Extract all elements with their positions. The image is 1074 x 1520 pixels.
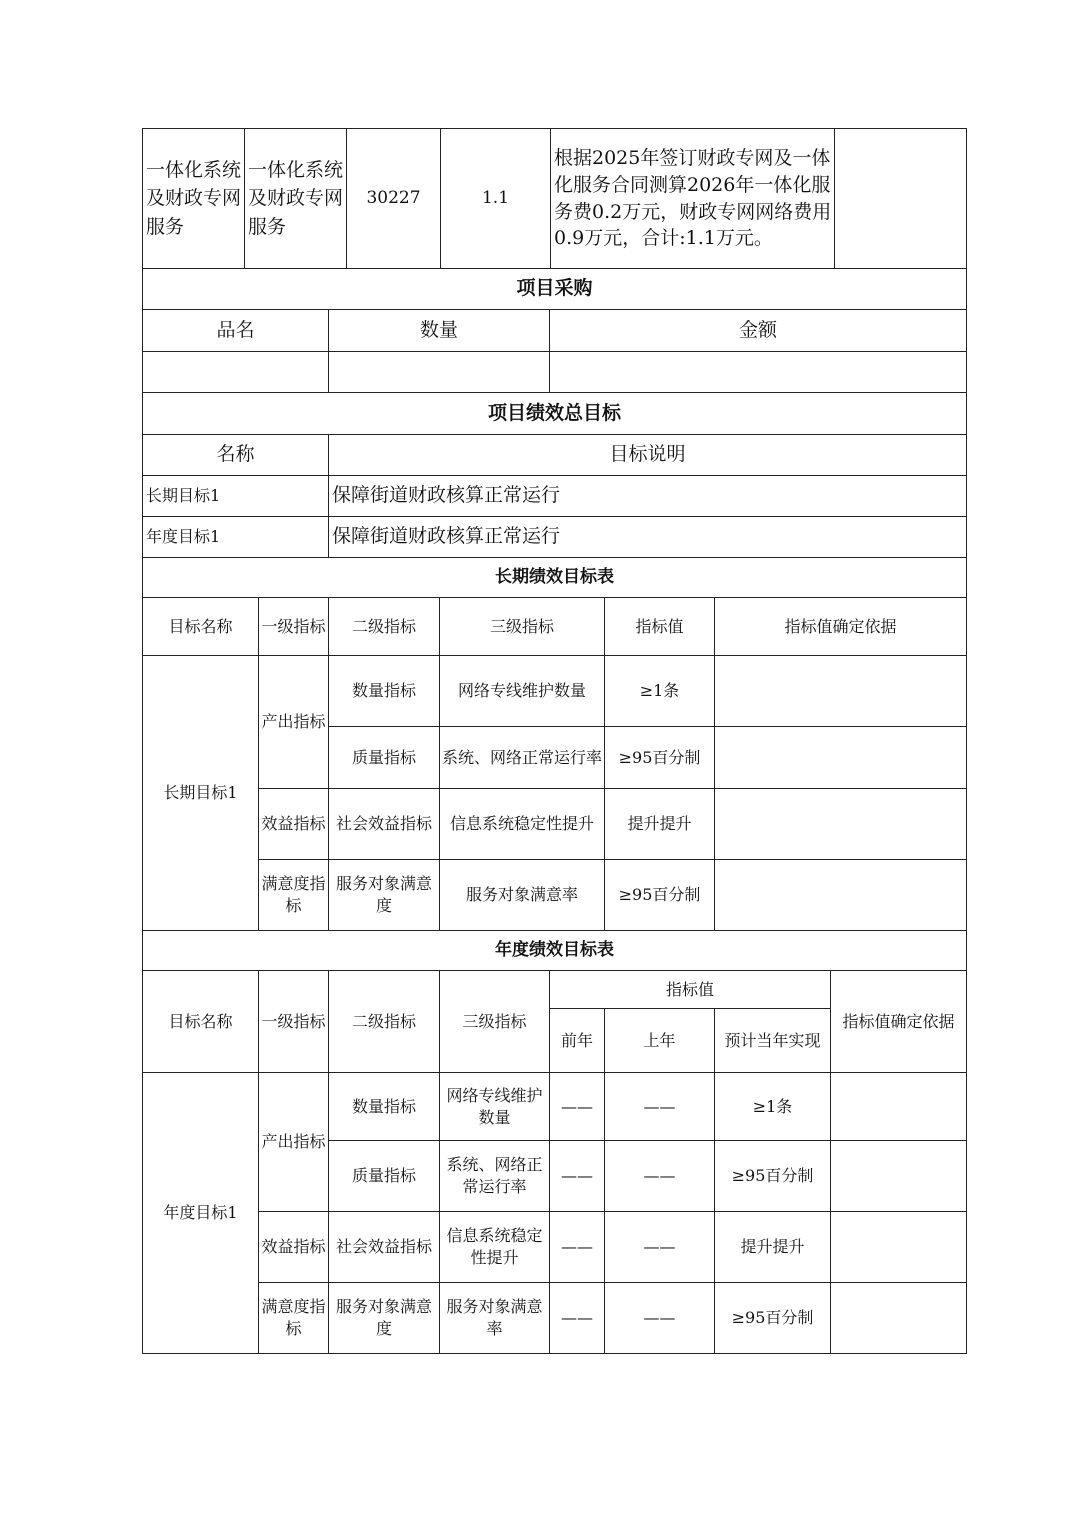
expense-code: 30227 <box>347 129 441 269</box>
an-goal-name: 年度目标1 <box>143 1073 259 1354</box>
an-prev1: —— <box>605 1141 715 1212</box>
an-prev1: —— <box>605 1212 715 1283</box>
an-level3: 网络专线维护数量 <box>440 1073 550 1141</box>
lt-level2: 质量指标 <box>329 727 440 789</box>
an-level3: 服务对象满意率 <box>440 1283 550 1354</box>
lt-value: ≥95百分制 <box>605 860 715 931</box>
lt-level3: 系统、网络正常运行率 <box>440 727 605 789</box>
lt-level2: 服务对象满意度 <box>329 860 440 931</box>
lt-basis <box>715 860 967 931</box>
long-term-goal-table <box>142 557 967 931</box>
an-level2: 服务对象满意度 <box>329 1283 440 1354</box>
an-prev2: —— <box>550 1073 605 1141</box>
an-level1: 产出指标 <box>259 1073 329 1212</box>
an-header-value: 指标值 <box>550 971 831 1009</box>
procurement-goal-table <box>142 268 967 558</box>
expense-item-category: 一体化系统及财政专网服务 <box>245 129 347 269</box>
lt-value: ≥95百分制 <box>605 727 715 789</box>
an-level1: 满意度指标 <box>259 1283 329 1354</box>
an-prev2: —— <box>550 1212 605 1283</box>
an-basis <box>831 1212 967 1283</box>
overall-goal-desc: 保障街道财政核算正常运行 <box>329 517 967 558</box>
an-level2: 质量指标 <box>329 1141 440 1212</box>
lt-header-value: 指标值 <box>605 598 715 656</box>
lt-basis <box>715 789 967 860</box>
expense-description: 根据2025年签订财政专网及一体化服务合同测算2026年一体化服务费0.2万元，财政专网网络费用0.9万元，合计:1.1万元。 <box>551 129 835 269</box>
budget-document <box>142 128 966 1354</box>
an-header-l3: 三级指标 <box>440 971 550 1073</box>
procurement-cell <box>329 352 550 393</box>
lt-value: 提升提升 <box>605 789 715 860</box>
lt-level1: 效益指标 <box>259 789 329 860</box>
overall-goal-name: 年度目标1 <box>143 517 329 558</box>
procurement-cell <box>550 352 967 393</box>
an-prev2: —— <box>550 1141 605 1212</box>
an-basis <box>831 1141 967 1212</box>
lt-level3: 网络专线维护数量 <box>440 656 605 727</box>
an-level2: 数量指标 <box>329 1073 440 1141</box>
long-term-title: 长期绩效目标表 <box>143 558 967 598</box>
expense-remark <box>835 129 967 269</box>
lt-header-l1: 一级指标 <box>259 598 329 656</box>
expense-detail-table <box>142 128 967 269</box>
annual-goal-table <box>142 930 967 1354</box>
an-basis <box>831 1283 967 1354</box>
an-expected: 提升提升 <box>715 1212 831 1283</box>
an-header-basis: 指标值确定依据 <box>831 971 967 1073</box>
lt-header-l3: 三级指标 <box>440 598 605 656</box>
an-level3: 信息系统稳定性提升 <box>440 1212 550 1283</box>
procurement-header-name: 品名 <box>143 310 329 352</box>
lt-basis <box>715 656 967 727</box>
procurement-header-qty: 数量 <box>329 310 550 352</box>
lt-goal-name: 长期目标1 <box>143 656 259 931</box>
procurement-title: 项目采购 <box>143 269 967 310</box>
lt-header-basis: 指标值确定依据 <box>715 598 967 656</box>
lt-basis <box>715 727 967 789</box>
an-subheader-prev2: 前年 <box>550 1009 605 1073</box>
an-prev2: —— <box>550 1283 605 1354</box>
lt-level2: 社会效益指标 <box>329 789 440 860</box>
lt-header-l2: 二级指标 <box>329 598 440 656</box>
lt-level1: 产出指标 <box>259 656 329 789</box>
an-level1: 效益指标 <box>259 1212 329 1283</box>
overall-goal-header-name: 名称 <box>143 435 329 476</box>
an-prev1: —— <box>605 1283 715 1354</box>
an-subheader-expected: 预计当年实现 <box>715 1009 831 1073</box>
procurement-header-amount: 金额 <box>550 310 967 352</box>
an-prev1: —— <box>605 1073 715 1141</box>
an-header-l2: 二级指标 <box>329 971 440 1073</box>
lt-level3: 服务对象满意率 <box>440 860 605 931</box>
overall-goal-title: 项目绩效总目标 <box>143 393 967 435</box>
an-expected: ≥95百分制 <box>715 1141 831 1212</box>
an-basis <box>831 1073 967 1141</box>
an-header-l1: 一级指标 <box>259 971 329 1073</box>
lt-level2: 数量指标 <box>329 656 440 727</box>
an-header-goal: 目标名称 <box>143 971 259 1073</box>
lt-level3: 信息系统稳定性提升 <box>440 789 605 860</box>
overall-goal-desc: 保障街道财政核算正常运行 <box>329 476 967 517</box>
overall-goal-header-desc: 目标说明 <box>329 435 967 476</box>
expense-item-name: 一体化系统及财政专网服务 <box>143 129 245 269</box>
overall-goal-name: 长期目标1 <box>143 476 329 517</box>
lt-header-goal: 目标名称 <box>143 598 259 656</box>
procurement-cell <box>143 352 329 393</box>
an-expected: ≥95百分制 <box>715 1283 831 1354</box>
an-level2: 社会效益指标 <box>329 1212 440 1283</box>
lt-level1: 满意度指标 <box>259 860 329 931</box>
lt-value: ≥1条 <box>605 656 715 727</box>
an-level3: 系统、网络正常运行率 <box>440 1141 550 1212</box>
an-expected: ≥1条 <box>715 1073 831 1141</box>
annual-title: 年度绩效目标表 <box>143 931 967 971</box>
expense-amount: 1.1 <box>441 129 551 269</box>
an-subheader-prev1: 上年 <box>605 1009 715 1073</box>
